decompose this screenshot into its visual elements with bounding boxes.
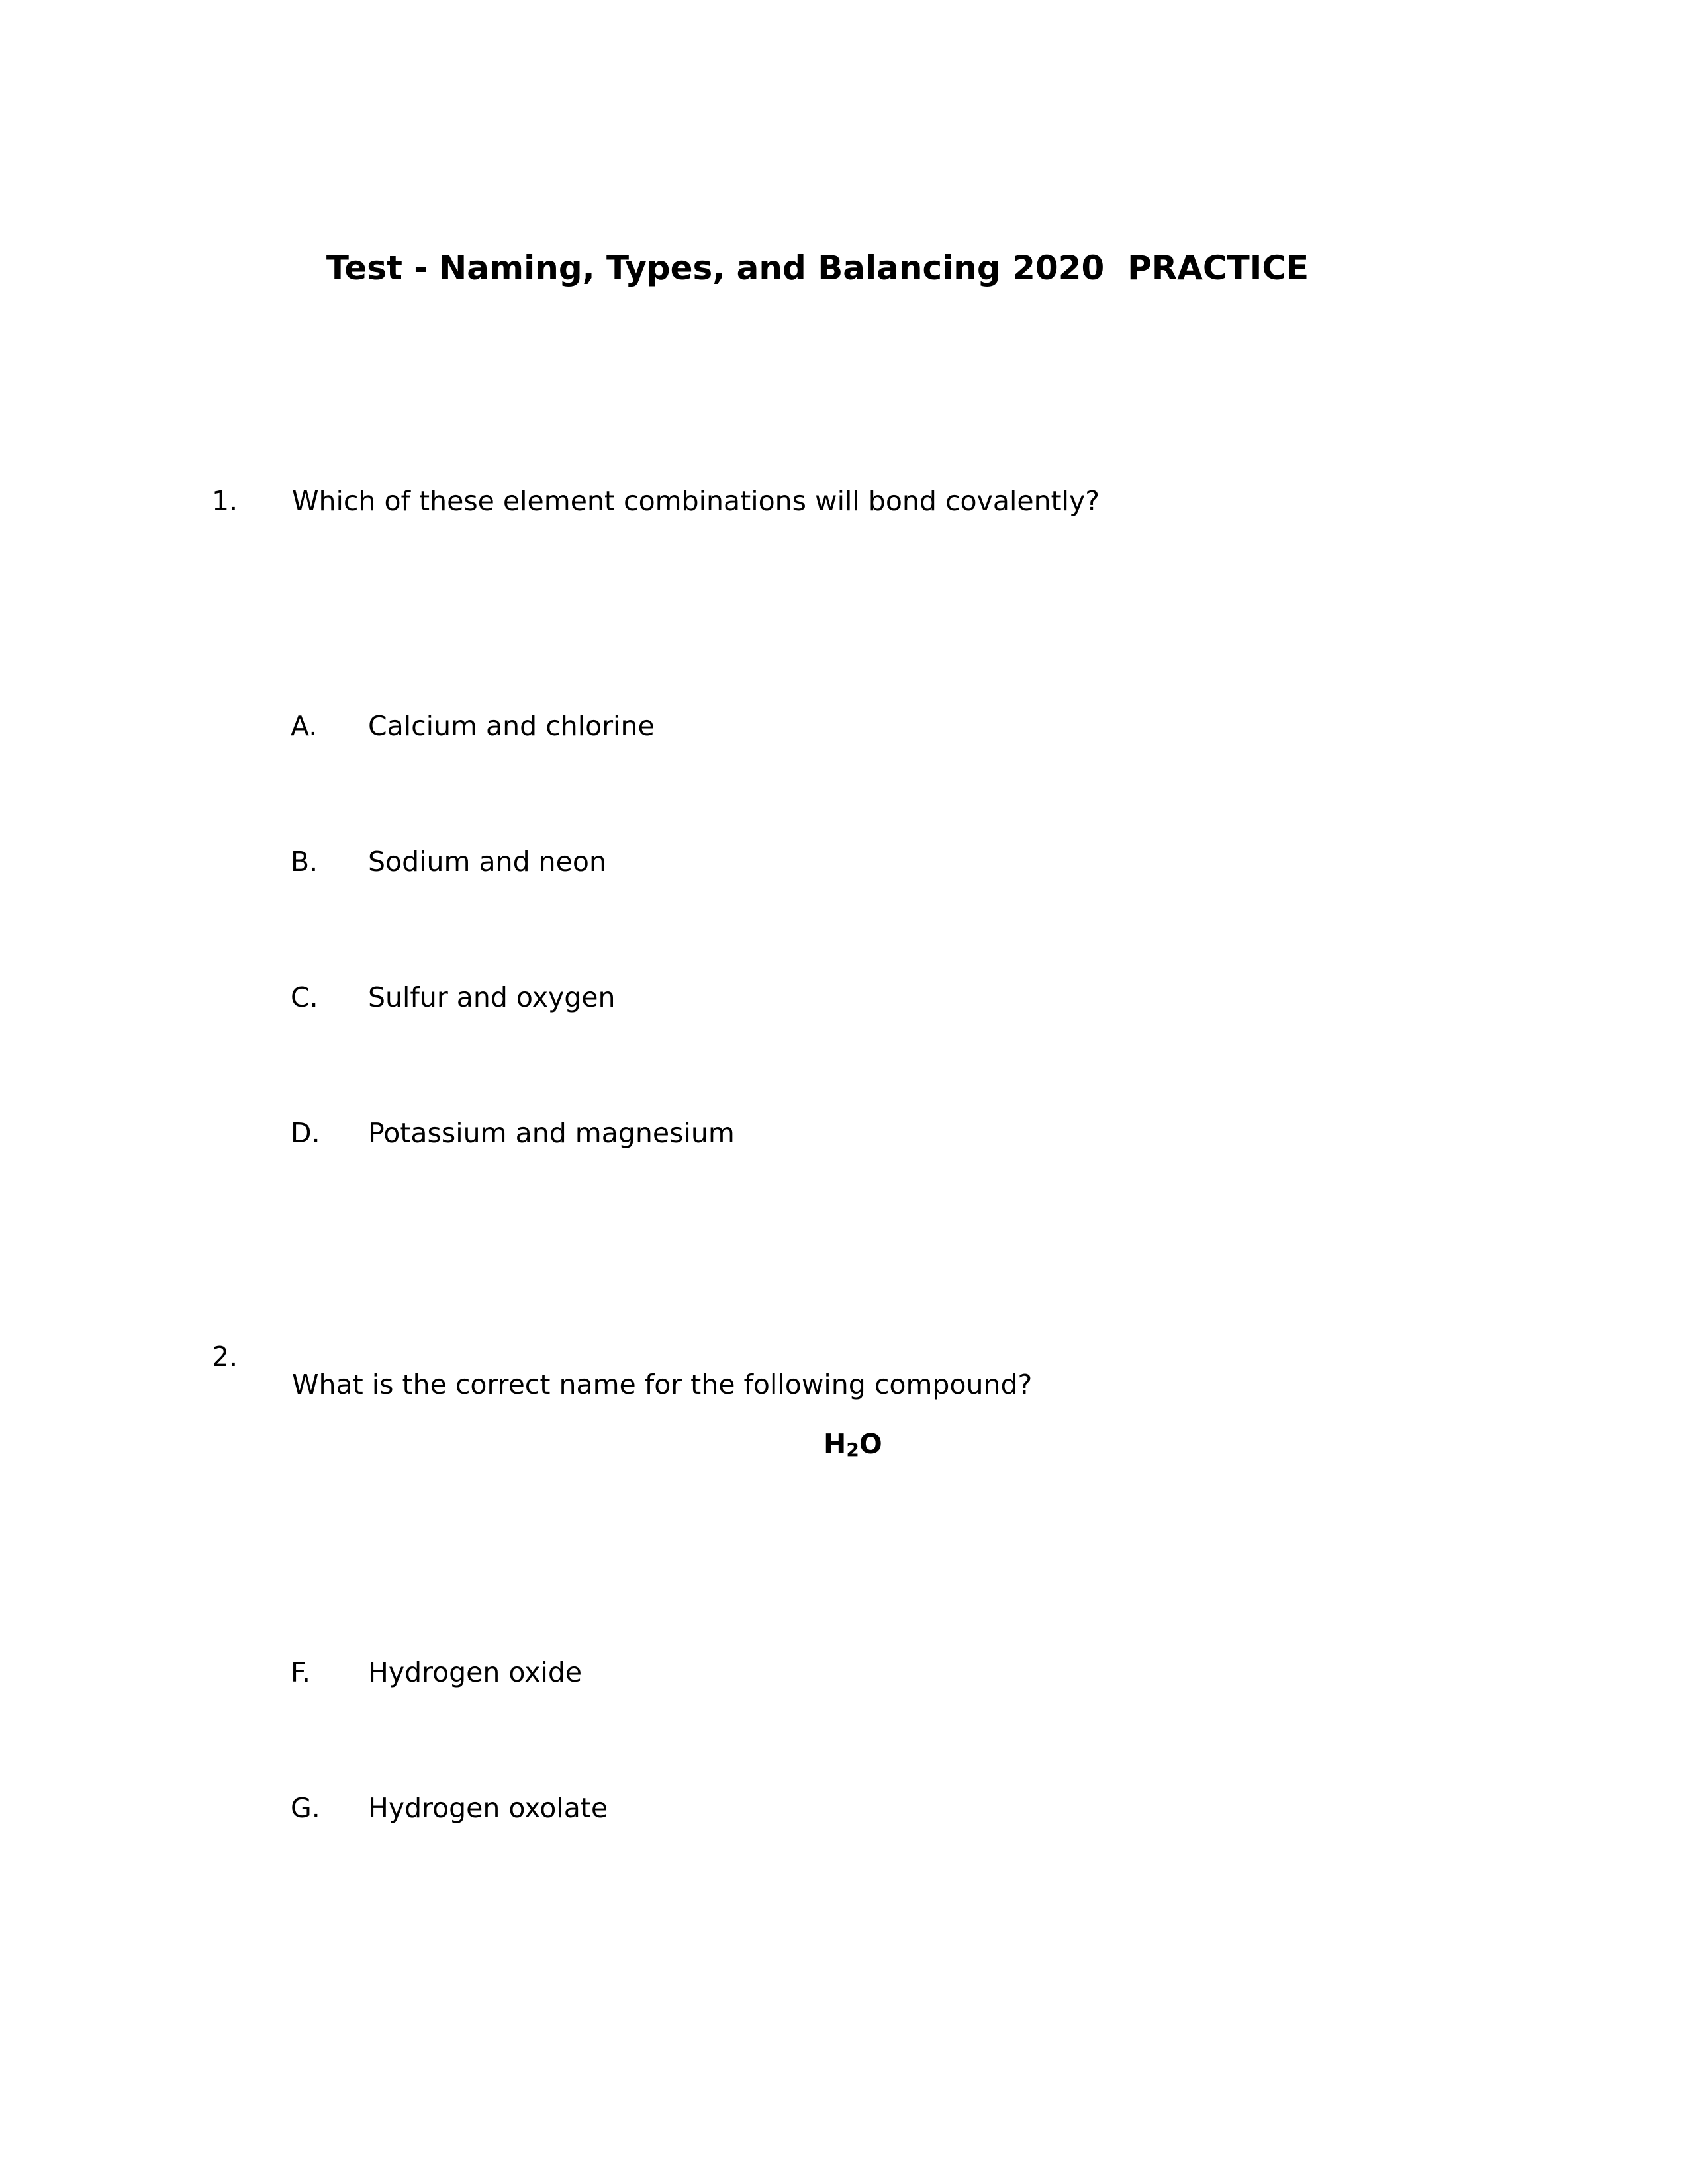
question-2-text: What is the correct name for the following compound?	[292, 1369, 1033, 1400]
page-title: Test - Naming, Types, and Balancing 2020 PRACTICE	[326, 249, 1309, 287]
formula-base: H	[823, 1428, 847, 1460]
question-1-number: 1.	[212, 485, 238, 517]
compound-formula	[823, 1428, 882, 1461]
formula-subscript: 2	[846, 1439, 859, 1461]
question-2-option-g-text: Hydrogen oxolate	[368, 1792, 608, 1824]
question-1-option-d-text: Potassium and magnesium	[368, 1117, 735, 1149]
question-1-option-d-letter: D.	[291, 1117, 320, 1149]
question-2-option-g-letter: G.	[291, 1792, 320, 1824]
question-1-option-b-letter: B.	[291, 846, 318, 878]
question-1-option-c-letter: C.	[291, 981, 318, 1013]
question-2-number: 2.	[212, 1341, 238, 1373]
question-2-option-f-text: Hydrogen oxide	[368, 1657, 583, 1688]
question-1-text: Which of these element combinations will bond covalently?	[292, 485, 1100, 517]
question-1-option-b-text: Sodium and neon	[368, 846, 606, 878]
question-1-option-c-text: Sulfur and oxygen	[368, 981, 616, 1013]
question-2-option-f-letter: F.	[291, 1657, 311, 1688]
formula-tail: O	[859, 1428, 882, 1460]
question-1-option-a-letter: A.	[291, 710, 318, 742]
question-1-option-a-text: Calcium and chlorine	[368, 710, 655, 742]
